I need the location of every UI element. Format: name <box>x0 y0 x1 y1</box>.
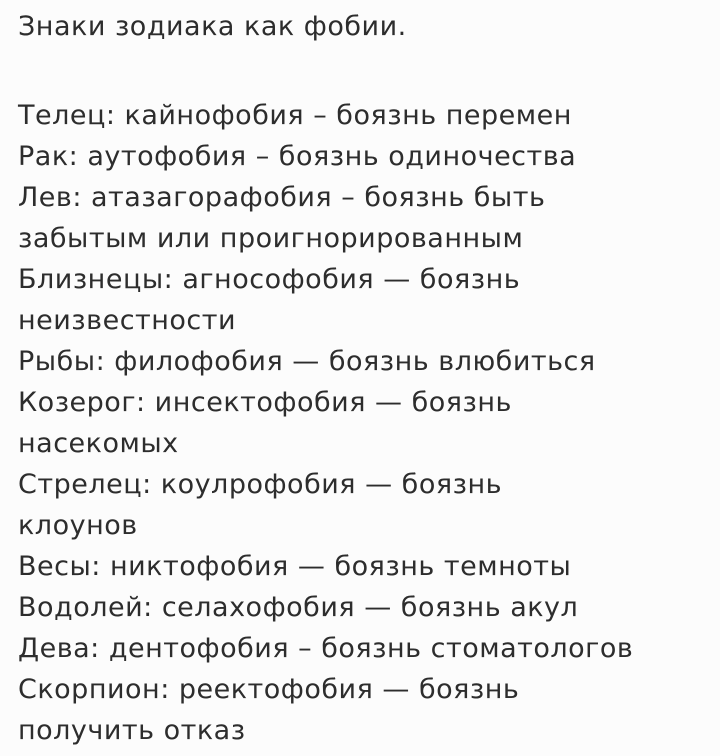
text-line: Козерог: инсектофобия — боязнь <box>18 387 512 418</box>
text-line: неизвестности <box>18 305 237 336</box>
text-line: насекомых <box>18 428 179 459</box>
text-line: Лев: атазагорафобия – боязнь быть <box>18 182 546 213</box>
page-title: Знаки зодиака как фобии. <box>18 11 407 42</box>
text-line: Скорпион: реектофобия — боязнь <box>18 674 520 705</box>
text-line: Рыбы: филофобия — боязнь влюбиться <box>18 346 596 377</box>
text-line: получить отказ <box>18 715 246 746</box>
text-line: Стрелец: коулрофобия — боязнь <box>18 469 503 500</box>
text-line: Телец: кайнофобия – боязнь перемен <box>18 100 572 131</box>
text-line: забытым или проигнорированным <box>18 223 524 254</box>
text-line: Водолей: селахофобия — боязнь акул <box>18 592 579 623</box>
text-line: Рак: аутофобия – боязнь одиночества <box>18 141 577 172</box>
text-line: Весы: никтофобия — боязнь темноты <box>18 551 572 582</box>
text-line: Близнецы: агнософобия — боязнь <box>18 264 521 295</box>
text-line: клоунов <box>18 510 138 541</box>
phobia-lines <box>18 95 706 751</box>
text-line: Дева: дентофобия – боязнь стоматологов <box>18 633 634 664</box>
